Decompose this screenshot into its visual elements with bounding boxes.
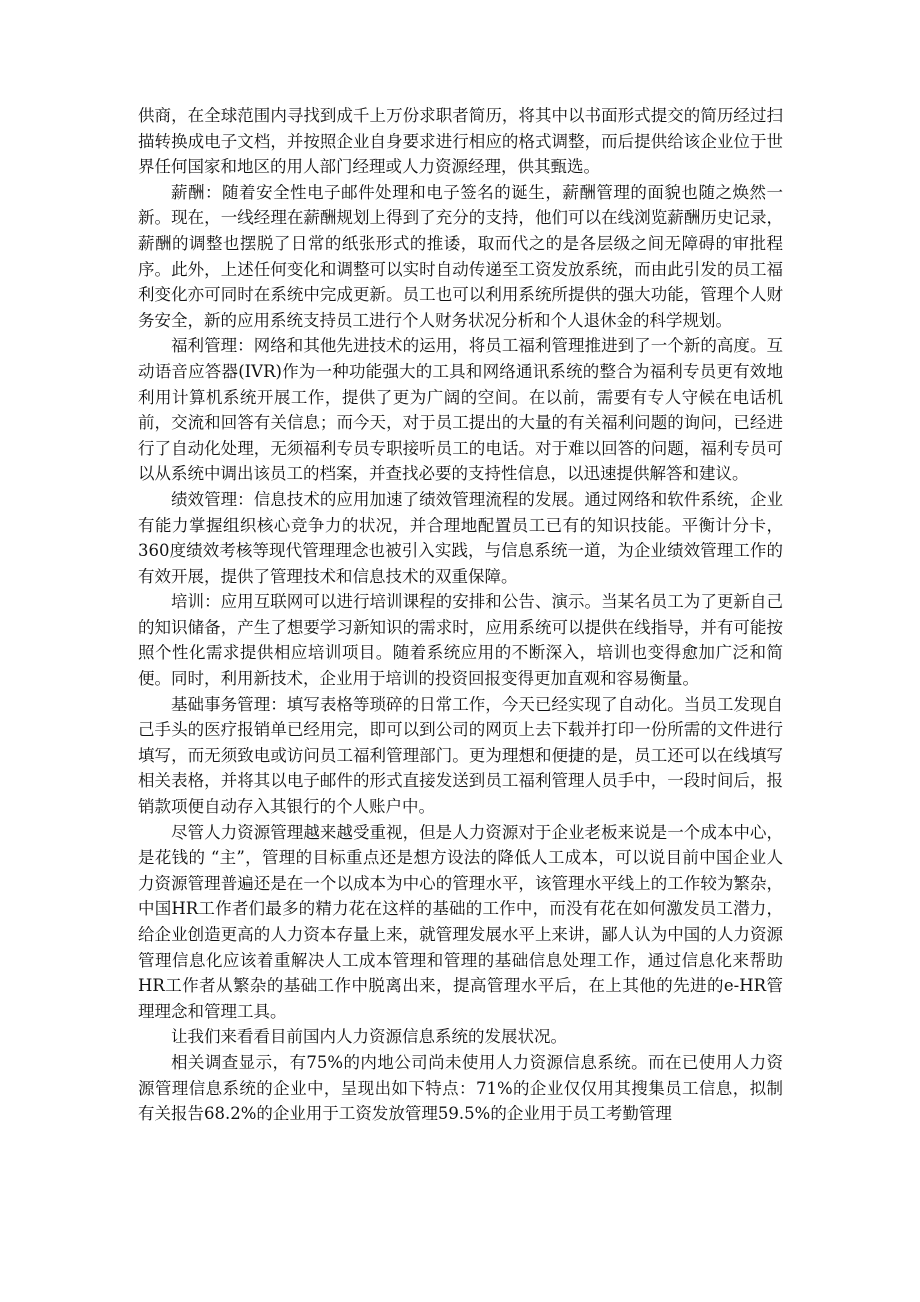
paragraph-benefits: 福利管理：网络和其他先进技术的运用，将员工福利管理推进到了一个新的高度。互动语音应答器(IVR)作为一种功能强大的工具和网络通讯系统的整合为福利专员更有效地利用计算机系统开展工作，提供了更为广阔的空间。在以前，需要有专人守候在电话机前，交流和回答有关信息；而今天，对于员工提出的大量的有关福利问题的询问，已经进行了自动化处理，无须福利专员专职接听员工的电话。对于难以回答的问题，福利专员可以从系统中调出该员工的档案，并查找必要的支持性信息，以迅速提供解答和建议。	[138, 336, 783, 484]
paragraph-recruitment-continued: 供商，在全球范围内寻找到成千上万份求职者简历，将其中以书面形式提交的简历经过扫描转换成电子文档，并按照企业自身要求进行相应的格式调整，而后提供给该企业位于世界任何国家和地区的用人部门经理或人力资源经理，供其甄选。	[138, 106, 783, 177]
paragraph-basic-affairs: 基础事务管理：填写表格等琐碎的日常工作，今天已经实现了自动化。当员工发现自己手头的医疗报销单已经用完，即可以到公司的网页上去下载并打印一份所需的文件进行填写，而无须致电或访问员工福利管理部门。更为理想和便捷的是，员工还可以在线填写相关表格，并将其以电子邮件的形式直接发送到员工福利管理人员手中，一段时间后，报销款项便自动存入其银行的个人账户中。	[138, 694, 783, 817]
paragraph-hr-cost-center: 尽管人力资源管理越来越受重视，但是人力资源对于企业老板来说是一个成本中心，是花钱的 “主”，管理的目标重点还是想方设法的降低人工成本，可以说目前中国企业人力资源管理普遍还是在一个以成本为中心的管理水平，该管理水平线上的工作较为繁杂，中国HR工作者们最多的精力花在这样的基础的工作中，而没有花在如何激发员工潜力，给企业创造更高的人力资本存量上来，就管理发展水平上来讲，鄙人认为中国的人力资源管理信息化应该着重解决人工成本管理和管理的基础信息处理工作，通过信息化来帮助HR工作者从繁杂的基础工作中脱离出来，提高管理水平后，在上其他的先进的e-HR管理理念和管理工具。	[138, 822, 783, 1021]
paragraph-performance: 绩效管理：信息技术的应用加速了绩效管理流程的发展。通过网络和软件系统，企业有能力掌握组织核心竞争力的状况，并合理地配置员工已有的知识技能。平衡计分卡，360度绩效考核等现代管理理念也被引入实践，与信息系统一道，为企业绩效管理工作的有效开展，提供了管理技术和信息技术的双重保障。	[138, 489, 783, 586]
paragraph-training: 培训：应用互联网可以进行培训课程的安排和公告、演示。当某名员工为了更新自己的知识储备，产生了想要学习新知识的需求时，应用系统可以提供在线指导，并有可能按照个性化需求提供相应培训项目。随着系统应用的不断深入，培训也变得愈加广泛和简便。同时，利用新技术，企业用于培训的投资回报变得更加直观和容易衡量。	[138, 592, 783, 689]
paragraph-survey-results: 相关调查显示，有75%的内地公司尚未使用人力资源信息系统。而在已使用人力资源管理信息系统的企业中，呈现出如下特点：71%的企业仅仅用其搜集员工信息，拟制有关报告68.2%的企业用于工资发放管理59.5%的企业用于员工考勤管理	[138, 1052, 783, 1124]
paragraph-compensation: 薪酬：随着安全性电子邮件处理和电子签名的诞生，薪酬管理的面貌也随之焕然一新。现在，一线经理在薪酬规划上得到了充分的支持，他们可以在线浏览薪酬历史记录，薪酬的调整也摆脱了日常的纸张形式的推诿，取而代之的是各层级之间无障碍的审批程序。此外，上述任何变化和调整可以实时自动传递至工资发放系统，而由此引发的员工福利变化亦可同时在系统中完成更新。员工也可以利用系统所提供的强大功能，管理个人财务安全，新的应用系统支持员工进行个人财务状况分析和个人退休金的科学规划。	[138, 182, 783, 330]
document-body	[138, 103, 783, 1127]
paragraph-domestic-status-intro: 让我们来看看目前国内人力资源信息系统的发展状况。	[171, 1027, 567, 1047]
